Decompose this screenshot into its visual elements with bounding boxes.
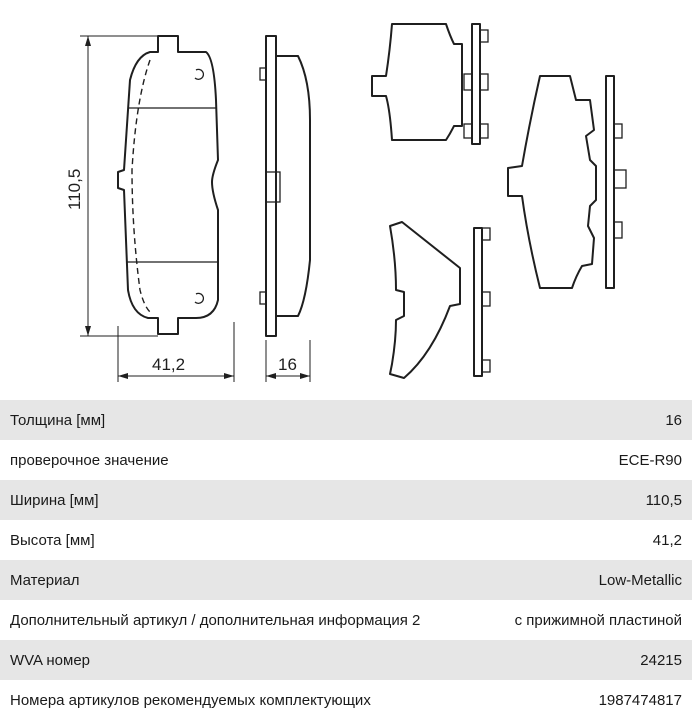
spec-row-height <box>0 520 692 560</box>
width-dimension <box>118 322 234 382</box>
clip-bottom <box>390 222 490 378</box>
spec-value: с прижимной пластиной <box>514 611 682 629</box>
spec-value: 41,2 <box>652 531 682 549</box>
clip-top <box>372 24 488 144</box>
clip-middle <box>508 76 626 288</box>
spec-label: Дополнительный артикул / дополнительная информация 2 <box>10 611 421 629</box>
specifications-table <box>0 400 692 720</box>
spec-label: проверочное значение <box>10 451 169 469</box>
spec-row-width <box>0 480 692 520</box>
spec-value: 16 <box>665 411 682 429</box>
spec-label: Ширина [мм] <box>10 491 99 509</box>
spec-row-thickness <box>0 400 692 440</box>
spec-label: Толщина [мм] <box>10 411 106 429</box>
pad-front-view <box>118 36 218 334</box>
spec-row-wva-number <box>0 640 692 680</box>
spec-row-additional-info <box>0 600 692 640</box>
spec-value: 1987474817 <box>598 691 682 709</box>
spec-row-test-value <box>0 440 692 480</box>
spec-value: ECE-R90 <box>618 451 682 469</box>
thickness-dimension-label: 16 <box>278 355 297 374</box>
spec-label: Высота [мм] <box>10 531 95 549</box>
spec-label: Номера артикулов рекомендуемых комплектующих <box>10 691 371 709</box>
spec-label: WVA номер <box>10 651 91 669</box>
pad-side-view <box>260 36 310 382</box>
spec-value: 24215 <box>640 651 682 669</box>
spec-label: Материал <box>10 571 80 589</box>
spec-value: 110,5 <box>645 491 682 509</box>
spec-value: Low-Metallic <box>598 571 682 589</box>
spec-row-accessories <box>0 680 692 720</box>
width-dimension-label: 41,2 <box>152 355 186 374</box>
spec-row-material <box>0 560 692 600</box>
height-dimension-label: 110,5 <box>65 168 84 210</box>
